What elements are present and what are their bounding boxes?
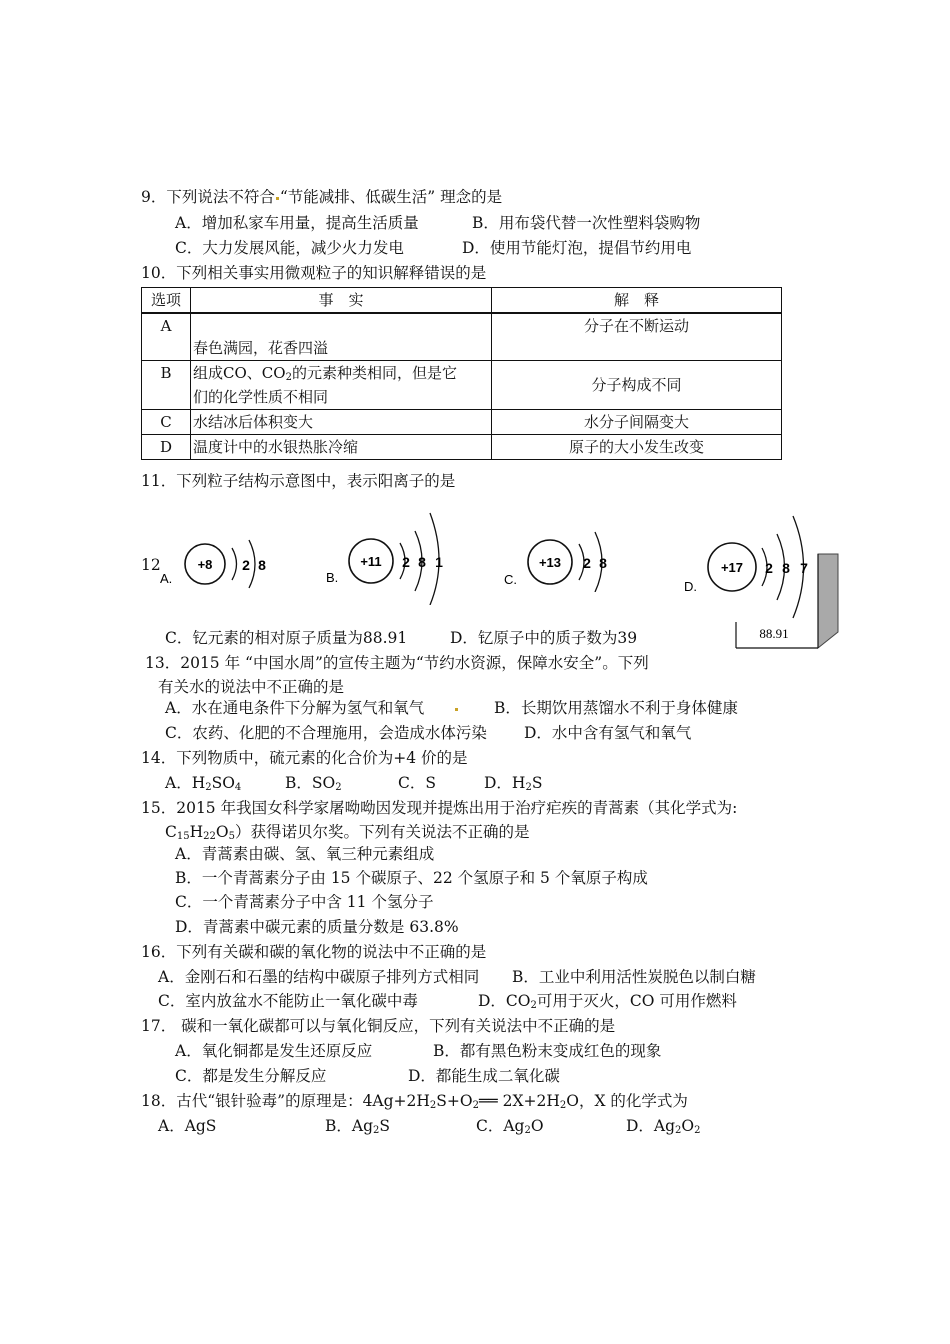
nucleus-charge: +8 <box>197 557 213 572</box>
q11-stem: 11．下列粒子结构示意图中，表示阳离子的是 <box>141 472 456 490</box>
row-option: D <box>142 435 191 460</box>
q10-stem: 10．下列相关事实用微观粒子的知识解释错误的是 <box>141 264 487 282</box>
shell-count: 7 <box>800 560 808 576</box>
card-side-shade <box>818 554 838 648</box>
q14-option-b: B．$SO_2$ <box>285 774 342 793</box>
q13-option-a: A．水在通电条件下分解为氢气和氧气 <box>165 698 459 718</box>
q10-table <box>141 287 782 460</box>
q16-option-d: D．$CO_2$可用于灭火，CO 可用作燃料 <box>478 992 737 1011</box>
table-header-row <box>142 288 782 314</box>
q17-option-d: D．都能生成二氧化碳 <box>408 1067 560 1085</box>
row-option: C <box>142 410 191 435</box>
q15-option-b: B．一个青蒿素分子由 15 个碳原子、22 个氢原子和 5 个氧原子构成 <box>175 869 648 887</box>
atom-letter: D. <box>684 579 697 594</box>
row-option: B <box>142 361 191 410</box>
atom-diagram-c <box>497 512 627 596</box>
nucleus-charge: +11 <box>360 554 382 569</box>
shell-count: 2 <box>242 557 250 573</box>
shell-count: 8 <box>258 557 266 573</box>
shell-count: 2 <box>402 554 410 570</box>
table-row <box>142 313 782 361</box>
q13-option-c: C．农药、化肥的不合理施用，会造成水体污染 <box>165 724 487 742</box>
q12-number: 12 <box>141 556 161 574</box>
q14-option-c: C．S <box>398 774 436 792</box>
q12-option-c: C．钇元素的相对原子质量为88.91 <box>165 629 408 647</box>
q9-option-b: B．用布袋代替一次性塑料袋购物 <box>472 214 701 232</box>
q15-option-a: A．青蒿素由碳、氢、氧三种元素组成 <box>175 845 435 863</box>
q13-option-d: D．水中含有氢气和氧气 <box>524 724 692 742</box>
shell-count: 1 <box>435 554 443 570</box>
q15-option-d: D．青蒿素中碳元素的质量分数是 63.8% <box>175 918 459 936</box>
shell-count: 8 <box>599 555 607 571</box>
shell-count: 8 <box>782 560 790 576</box>
atom-letter: A. <box>160 571 173 586</box>
q16-option-a: A．金刚石和石墨的结构中碳原子排列方式相同 <box>158 968 480 986</box>
q16-option-c: C．室内放盆水不能防止一氧化碳中毒 <box>158 992 418 1010</box>
header-option: 选项 <box>142 288 191 314</box>
table-row <box>142 410 782 435</box>
q18-stem: 18．古代“银针验毒”的原理是：$4Ag+2H_2S+O_2══$ $2X+2H_2O$，X 的化学式为 <box>141 1092 688 1111</box>
q9-stem: 9．下列说法不符合 “节能减排、低碳生活” 理念的是 <box>141 188 503 206</box>
q17-option-a: A．氧化铜都是发生还原反应 <box>175 1042 373 1060</box>
q18-option-a: A．AgS <box>158 1117 217 1135</box>
shell-count: 8 <box>418 554 426 570</box>
table-row <box>142 435 782 460</box>
q13-option-b: B．长期饮用蒸馏水不利于身体健康 <box>494 699 738 717</box>
q14-option-d: D．$H_2S$ <box>484 774 543 793</box>
row-explanation: 水分子间隔变大 <box>492 410 782 435</box>
q18-option-c: C．$Ag_2O$ <box>476 1117 544 1136</box>
row-explanation: 分子构成不同 <box>492 361 782 410</box>
nucleus-charge: +17 <box>720 560 744 575</box>
q9-option-c: C．大力发展风能，减少火力发电 <box>175 239 404 257</box>
q18-option-b: B．$Ag_2S$ <box>325 1117 391 1136</box>
element-card <box>734 552 842 654</box>
q17-option-b: B．都有黑色粉末变成红色的现象 <box>433 1042 662 1060</box>
row-explanation: 分子在不断运动 <box>492 313 782 361</box>
atomic-mass: 88.91 <box>759 626 789 641</box>
q15-stem-2: $C_{15}H_{22}O_5$）获得诺贝尔奖。下列有关说法不正确的是 <box>165 823 530 842</box>
q16-option-b: B．工业中利用活性炭脱色以制白糖 <box>512 968 756 986</box>
atom-letter: B. <box>326 570 339 585</box>
q18-option-d: D．$Ag_2O_2$ <box>626 1117 701 1136</box>
row-explanation: 原子的大小发生改变 <box>492 435 782 460</box>
q13-stem-1: 13．2015 年 “中国水周”的宣传主题为“节约水资源，保障水安全”。下列 <box>145 654 649 672</box>
q9-option-a: A．增加私家车用量，提高生活质量 <box>175 214 419 232</box>
row-fact: 水结冰后体积变大 <box>191 410 492 435</box>
q17-option-c: C．都是发生分解反应 <box>175 1067 327 1085</box>
atom-letter: C. <box>504 572 517 587</box>
header-fact: 事 实 <box>191 288 492 314</box>
row-fact: 组成CO、$CO_2$的元素种类相同，但是它 们的化学性质不相同 <box>191 361 492 410</box>
q17-stem: 17． 碳和一氧化碳都可以与氧化铜反应，下列有关说法中不正确的是 <box>141 1017 616 1035</box>
shell-count: 2 <box>583 555 591 571</box>
table-row <box>142 361 782 410</box>
q12-option-d: D．钇原子中的质子数为39 <box>450 629 638 647</box>
mark-dot <box>276 197 279 200</box>
q14-option-a: A．$H_2SO_4$ <box>165 774 242 793</box>
q14-stem: 14．下列物质中，硫元素的化合价为+4 价的是 <box>141 749 468 767</box>
mark-dot <box>455 708 458 711</box>
nucleus-charge: +13 <box>538 555 562 570</box>
q15-stem-1: 15．2015 年我国女科学家屠呦呦因发现并提炼出用于治疗疟疾的青蒿素（其化学式为: <box>141 799 738 817</box>
q15-option-c: C．一个青蒿素分子中含 11 个氢分子 <box>175 893 434 911</box>
q13-stem-2: 有关水的说法中不正确的是 <box>158 678 345 696</box>
atom-diagram-b <box>318 505 468 609</box>
header-explanation: 解 释 <box>492 288 782 314</box>
q16-stem: 16．下列有关碳和碳的氧化物的说法中不正确的是 <box>141 943 487 961</box>
shell-count: 2 <box>765 560 773 576</box>
shell-arc <box>232 548 237 580</box>
row-fact: 春色满园，花香四溢 <box>191 313 492 361</box>
atom-diagram-a <box>150 510 280 594</box>
q9-option-d: D．使用节能灯泡，提倡节约用电 <box>462 239 692 257</box>
row-fact: 温度计中的水银热胀冷缩 <box>191 435 492 460</box>
row-option: A <box>142 313 191 361</box>
